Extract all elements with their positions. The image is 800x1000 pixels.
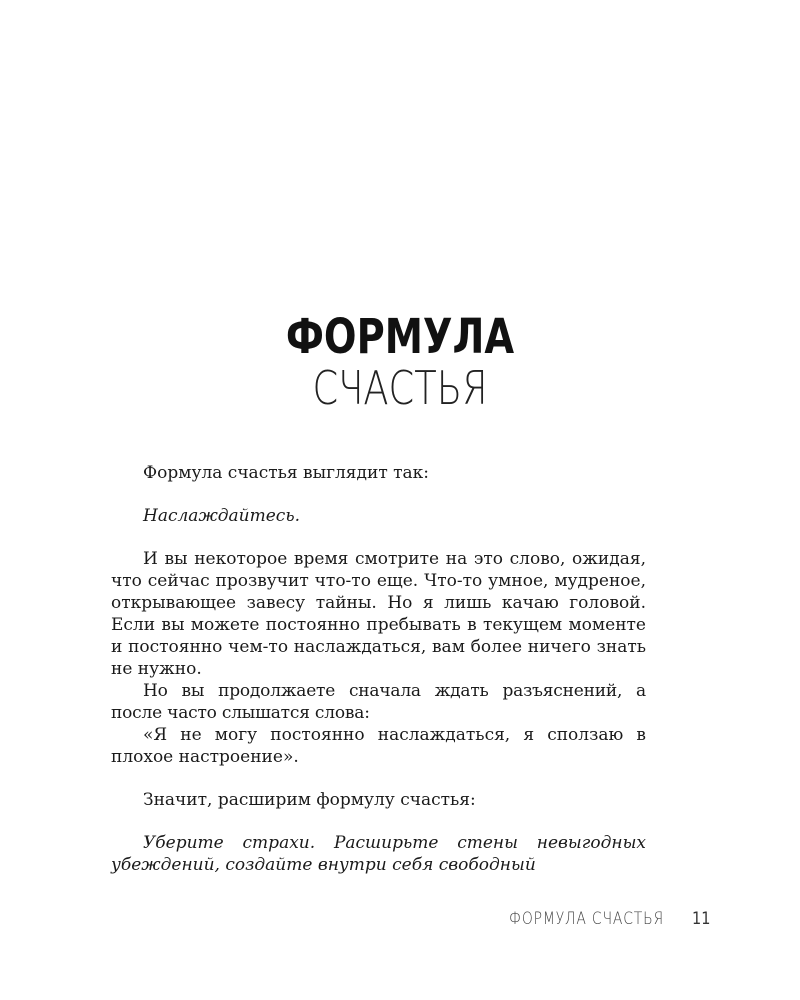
page-number: 11 [692, 909, 711, 929]
paragraph: И вы некоторое время смотрите на это слово, ожидая, что сейчас прозвучит что-то еще. Что-то умное, мудреное, открывающее завесу тайны. Но я лишь качаю головой. Если вы можете постоянно пребывать в текущем моменте и постоянно чем-то наслаждаться, вам более ничего знать не нужно. [111, 549, 646, 679]
chapter-title-line1: ФОРМУЛА [285, 309, 515, 365]
paragraph: Но вы продолжаете сначала ждать разъяснений, а после часто слышатся слова: [111, 681, 646, 723]
paragraph-italic: Наслаждайтесь. [143, 506, 300, 526]
paragraph: Значит, расширим формулу счастья: [143, 790, 476, 810]
paragraph-italic: Уберите страхи. Расширьте стены невыгодных убеждений, создайте внутри себя свободный [111, 833, 646, 875]
chapter-title-line2: СЧАСТЬЯ [312, 361, 488, 415]
paragraph: Формула счастья выглядит так: [143, 463, 430, 483]
body-text [111, 462, 646, 876]
running-title: ФОРМУЛА СЧАСТЬЯ [509, 909, 664, 929]
paragraph-quote: «Я не могу постоянно наслаждаться, я сползаю в плохое настроение». [111, 725, 646, 767]
